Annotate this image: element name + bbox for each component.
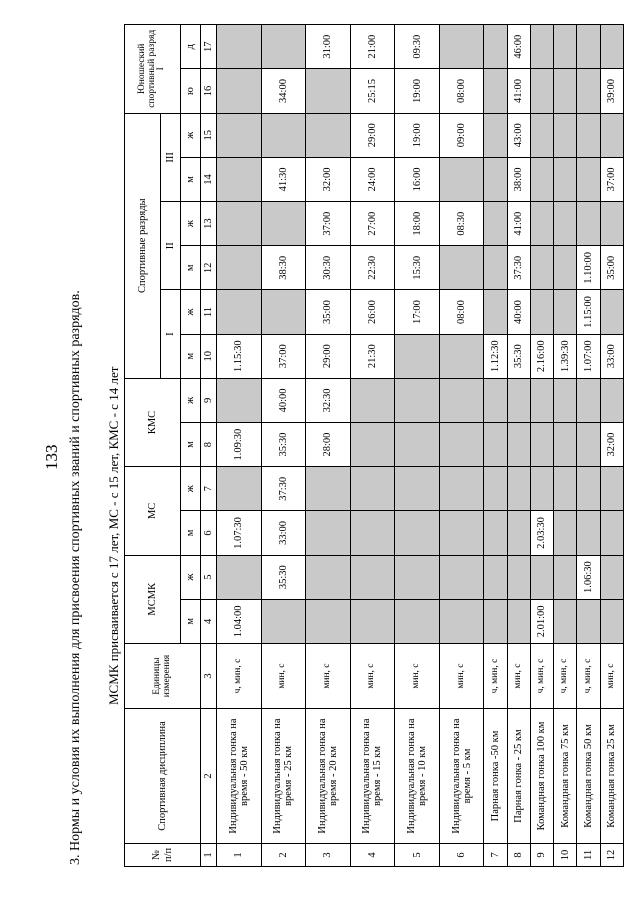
value-cell	[395, 422, 440, 466]
value-cell: 32:30	[306, 378, 351, 422]
value-cell	[395, 555, 440, 599]
section-heading: 3. Нормы и условия их выполнения для присвоения спортивных званий и спортивных разрядов.	[68, 290, 83, 865]
value-cell	[439, 467, 484, 511]
value-cell	[484, 599, 507, 643]
header-youth-m: ю	[181, 69, 201, 113]
value-cell	[600, 599, 623, 643]
value-cell	[350, 467, 395, 511]
value-cell: 41:00	[507, 202, 530, 246]
value-cell: 34:00	[261, 69, 306, 113]
value-cell: 37:30	[261, 467, 306, 511]
value-cell: 1.15:30	[217, 334, 262, 378]
value-cell	[577, 157, 600, 201]
value-cell	[530, 202, 553, 246]
value-cell: 40:00	[507, 290, 530, 334]
value-cell	[554, 202, 577, 246]
value-cell	[554, 246, 577, 290]
discipline-cell: Парная гонка -50 км	[484, 709, 507, 844]
discipline-cell: Индивидуальная гонка на время - 25 км	[261, 709, 306, 844]
value-cell	[484, 25, 507, 69]
value-cell	[577, 467, 600, 511]
row-number: 12	[600, 843, 623, 866]
value-cell	[439, 422, 484, 466]
value-cell: 09:30	[395, 25, 440, 69]
table-row	[306, 25, 351, 867]
value-cell: 35:00	[306, 290, 351, 334]
row-number: 6	[439, 843, 484, 866]
value-cell	[600, 25, 623, 69]
value-cell: 22:30	[350, 246, 395, 290]
row-number: 8	[507, 843, 530, 866]
value-cell	[554, 467, 577, 511]
header-rank-II: II	[161, 202, 181, 290]
row-number: 7	[484, 843, 507, 866]
column-number: 16	[201, 69, 217, 113]
column-number: 15	[201, 113, 217, 157]
value-cell	[530, 157, 553, 201]
value-cell	[439, 378, 484, 422]
value-cell	[554, 157, 577, 201]
value-cell	[530, 246, 553, 290]
value-cell	[306, 511, 351, 555]
value-cell: 08:00	[439, 290, 484, 334]
header-ms: МС	[125, 467, 181, 555]
value-cell: 27:00	[350, 202, 395, 246]
header-youth-rank	[125, 25, 181, 114]
value-cell: 32:00	[306, 157, 351, 201]
value-cell: 1.09:30	[217, 422, 262, 466]
value-cell: 37:00	[306, 202, 351, 246]
value-cell	[554, 25, 577, 69]
age-note: МСМК присваивается с 17 лет, МС - с 15 лет, КМС - с 14 лет	[106, 366, 121, 705]
value-cell: 08:30	[439, 202, 484, 246]
value-cell: 19:00	[395, 113, 440, 157]
value-cell: 16:00	[395, 157, 440, 201]
column-number: 7	[201, 467, 217, 511]
value-cell	[306, 69, 351, 113]
value-cell	[507, 422, 530, 466]
header-discipline: Спортивная дисциплина	[125, 709, 201, 844]
value-cell	[484, 246, 507, 290]
unit-cell: ч, мин, с	[530, 643, 553, 708]
value-cell: 25:15	[350, 69, 395, 113]
value-cell	[507, 599, 530, 643]
value-cell	[507, 511, 530, 555]
value-cell: 21:30	[350, 334, 395, 378]
value-cell	[484, 422, 507, 466]
value-cell: 09:00	[439, 113, 484, 157]
value-cell: 15:30	[395, 246, 440, 290]
value-cell: 29:00	[350, 113, 395, 157]
value-cell	[217, 25, 262, 69]
header-rank-II-f: ж	[181, 202, 201, 246]
unit-cell: ч, мин, с	[217, 643, 262, 708]
value-cell	[577, 422, 600, 466]
header-number: № п/п	[125, 843, 201, 866]
value-cell	[507, 555, 530, 599]
table-row	[395, 25, 440, 867]
row-number: 2	[261, 843, 306, 866]
value-cell: 40:00	[261, 378, 306, 422]
discipline-cell: Командная гонка 100 км	[530, 709, 553, 844]
value-cell: 43:00	[507, 113, 530, 157]
header-kms-m: м	[181, 422, 201, 466]
header-youth-rank-I: I	[156, 67, 167, 71]
unit-cell: ч, мин, с	[554, 643, 577, 708]
value-cell	[530, 555, 553, 599]
column-number: 14	[201, 157, 217, 201]
unit-cell: мин, с	[600, 643, 623, 708]
value-cell	[600, 378, 623, 422]
column-number: 8	[201, 422, 217, 466]
value-cell: 35:30	[261, 555, 306, 599]
value-cell	[484, 113, 507, 157]
table-row	[350, 25, 395, 867]
value-cell	[484, 555, 507, 599]
discipline-cell: Парная гонка - 25 км	[507, 709, 530, 844]
column-number: 6	[201, 511, 217, 555]
value-cell	[577, 599, 600, 643]
value-cell	[554, 378, 577, 422]
value-cell	[530, 467, 553, 511]
value-cell	[554, 69, 577, 113]
value-cell	[554, 555, 577, 599]
column-number: 10	[201, 334, 217, 378]
unit-cell: мин, с	[507, 643, 530, 708]
value-cell: 1.06:30	[577, 555, 600, 599]
value-cell	[600, 511, 623, 555]
page-number: 133	[42, 444, 61, 470]
header-youth-rank-label: Юношеский спортивный разряд	[136, 29, 157, 108]
header-msmk-f: ж	[181, 555, 201, 599]
value-cell: 38:00	[507, 157, 530, 201]
table-row	[261, 25, 306, 867]
unit-cell: мин, с	[261, 643, 306, 708]
value-cell	[439, 599, 484, 643]
value-cell: 39:00	[600, 69, 623, 113]
value-cell: 37:30	[507, 246, 530, 290]
value-cell	[530, 113, 553, 157]
value-cell	[217, 378, 262, 422]
header-sport-ranks: Спортивные разряды	[125, 113, 161, 378]
value-cell	[484, 378, 507, 422]
unit-cell: мин, с	[395, 643, 440, 708]
value-cell: 18:00	[395, 202, 440, 246]
value-cell	[577, 69, 600, 113]
value-cell: 1.15:00	[577, 290, 600, 334]
value-cell: 17:00	[395, 290, 440, 334]
value-cell	[306, 555, 351, 599]
discipline-cell: Индивидуальная гонка на время - 20 км	[306, 709, 351, 844]
value-cell	[484, 157, 507, 201]
value-cell	[507, 378, 530, 422]
discipline-cell: Индивидуальная гонка на время - 5 км	[439, 709, 484, 844]
table-row	[484, 25, 507, 867]
value-cell: 41:30	[261, 157, 306, 201]
header-msmk: МСМК	[125, 555, 181, 643]
column-number: 13	[201, 202, 217, 246]
value-cell	[577, 202, 600, 246]
column-number: 12	[201, 246, 217, 290]
value-cell	[600, 467, 623, 511]
value-cell: 24:00	[350, 157, 395, 201]
value-cell	[261, 290, 306, 334]
row-number: 9	[530, 843, 553, 866]
norms-table-body	[217, 25, 624, 867]
value-cell: 1.04:00	[217, 599, 262, 643]
value-cell	[261, 25, 306, 69]
value-cell	[350, 422, 395, 466]
value-cell	[350, 599, 395, 643]
value-cell: 1.39:30	[554, 334, 577, 378]
value-cell	[577, 113, 600, 157]
value-cell: 35:30	[261, 422, 306, 466]
column-number: 11	[201, 290, 217, 334]
value-cell	[395, 378, 440, 422]
value-cell: 26:00	[350, 290, 395, 334]
column-number: 17	[201, 25, 217, 69]
header-rank-I: I	[161, 290, 181, 378]
row-number: 4	[350, 843, 395, 866]
value-cell	[217, 113, 262, 157]
header-youth-f: д	[181, 25, 201, 69]
column-number: 1	[201, 843, 217, 866]
value-cell	[484, 511, 507, 555]
discipline-cell: Командная гонка 50 км	[577, 709, 600, 844]
norms-table	[124, 24, 624, 867]
value-cell	[350, 511, 395, 555]
value-cell	[530, 25, 553, 69]
discipline-cell: Индивидуальная гонка на время - 15 км	[350, 709, 395, 844]
value-cell	[217, 290, 262, 334]
value-cell: 33:00	[261, 511, 306, 555]
value-cell	[439, 511, 484, 555]
value-cell	[439, 555, 484, 599]
table-row	[530, 25, 553, 867]
column-number: 3	[201, 643, 217, 708]
table-row	[600, 25, 623, 867]
value-cell	[350, 378, 395, 422]
value-cell	[395, 467, 440, 511]
header-rank-I-f: ж	[181, 290, 201, 334]
value-cell	[530, 290, 553, 334]
unit-cell: мин, с	[350, 643, 395, 708]
row-number: 3	[306, 843, 351, 866]
value-cell	[395, 511, 440, 555]
value-cell	[600, 290, 623, 334]
value-cell: 28:00	[306, 422, 351, 466]
value-cell: 1.07:00	[577, 334, 600, 378]
column-number: 9	[201, 378, 217, 422]
value-cell: 1.10:00	[577, 246, 600, 290]
value-cell	[530, 69, 553, 113]
value-cell	[306, 113, 351, 157]
header-msmk-m: м	[181, 599, 201, 643]
unit-cell: ч, мин, с	[484, 643, 507, 708]
value-cell	[600, 555, 623, 599]
discipline-cell: Командная гонка 25 км	[600, 709, 623, 844]
value-cell	[554, 290, 577, 334]
value-cell	[530, 378, 553, 422]
column-number-row	[201, 25, 217, 867]
value-cell: 41:00	[507, 69, 530, 113]
value-cell	[261, 202, 306, 246]
unit-cell: ч, мин, с	[577, 643, 600, 708]
value-cell: 35:30	[507, 334, 530, 378]
value-cell	[577, 25, 600, 69]
discipline-cell: Командная гонка 75 км	[554, 709, 577, 844]
value-cell: 32:00	[600, 422, 623, 466]
value-cell: 2.01:00	[530, 599, 553, 643]
value-cell	[217, 467, 262, 511]
table-row	[439, 25, 484, 867]
value-cell: 33:00	[600, 334, 623, 378]
value-cell	[554, 422, 577, 466]
column-number: 4	[201, 599, 217, 643]
value-cell	[554, 113, 577, 157]
header-kms-f: ж	[181, 378, 201, 422]
value-cell: 31:00	[306, 25, 351, 69]
value-cell	[600, 113, 623, 157]
header-rank-I-m: м	[181, 334, 201, 378]
value-cell	[306, 599, 351, 643]
value-cell	[439, 157, 484, 201]
value-cell: 46:00	[507, 25, 530, 69]
discipline-cell: Индивидуальная гонка на время - 50 км	[217, 709, 262, 844]
value-cell	[395, 334, 440, 378]
column-number: 5	[201, 555, 217, 599]
value-cell	[217, 202, 262, 246]
table-row	[577, 25, 600, 867]
value-cell	[577, 378, 600, 422]
header-units: Единицы измерения	[125, 643, 201, 708]
value-cell	[439, 246, 484, 290]
header-rank-II-m: м	[181, 246, 201, 290]
value-cell	[577, 511, 600, 555]
value-cell: 37:00	[261, 334, 306, 378]
unit-cell: мин, с	[439, 643, 484, 708]
header-rank-III: III	[161, 113, 181, 201]
table-row	[507, 25, 530, 867]
value-cell: 1.12:30	[484, 334, 507, 378]
value-cell	[484, 290, 507, 334]
value-cell	[217, 246, 262, 290]
value-cell	[306, 467, 351, 511]
value-cell	[484, 69, 507, 113]
discipline-cell: Индивидуальная гонка на время - 10 км	[395, 709, 440, 844]
value-cell: 2.16:00	[530, 334, 553, 378]
value-cell	[261, 113, 306, 157]
value-cell: 2.03:30	[530, 511, 553, 555]
value-cell	[484, 467, 507, 511]
value-cell	[217, 69, 262, 113]
value-cell	[484, 202, 507, 246]
value-cell: 1.07:30	[217, 511, 262, 555]
table-row	[217, 25, 262, 867]
value-cell: 19:00	[395, 69, 440, 113]
value-cell: 30:30	[306, 246, 351, 290]
header-ms-m: м	[181, 511, 201, 555]
value-cell: 29:00	[306, 334, 351, 378]
value-cell	[395, 599, 440, 643]
value-cell: 21:00	[350, 25, 395, 69]
value-cell: 35:00	[600, 246, 623, 290]
value-cell	[217, 555, 262, 599]
header-rank-III-m: м	[181, 157, 201, 201]
header-ms-f: ж	[181, 467, 201, 511]
header-kms: КМС	[125, 378, 181, 466]
value-cell	[507, 467, 530, 511]
row-number: 11	[577, 843, 600, 866]
value-cell	[530, 422, 553, 466]
row-number: 5	[395, 843, 440, 866]
value-cell	[554, 511, 577, 555]
header-rank-III-f: ж	[181, 113, 201, 157]
value-cell	[439, 334, 484, 378]
unit-cell: мин, с	[306, 643, 351, 708]
value-cell	[261, 599, 306, 643]
row-number: 1	[217, 843, 262, 866]
value-cell	[350, 555, 395, 599]
column-number: 2	[201, 709, 217, 844]
value-cell	[439, 25, 484, 69]
value-cell: 08:00	[439, 69, 484, 113]
value-cell: 38:30	[261, 246, 306, 290]
row-number: 10	[554, 843, 577, 866]
value-cell	[217, 157, 262, 201]
table-row	[554, 25, 577, 867]
value-cell: 37:00	[600, 157, 623, 201]
value-cell	[554, 599, 577, 643]
value-cell	[600, 202, 623, 246]
